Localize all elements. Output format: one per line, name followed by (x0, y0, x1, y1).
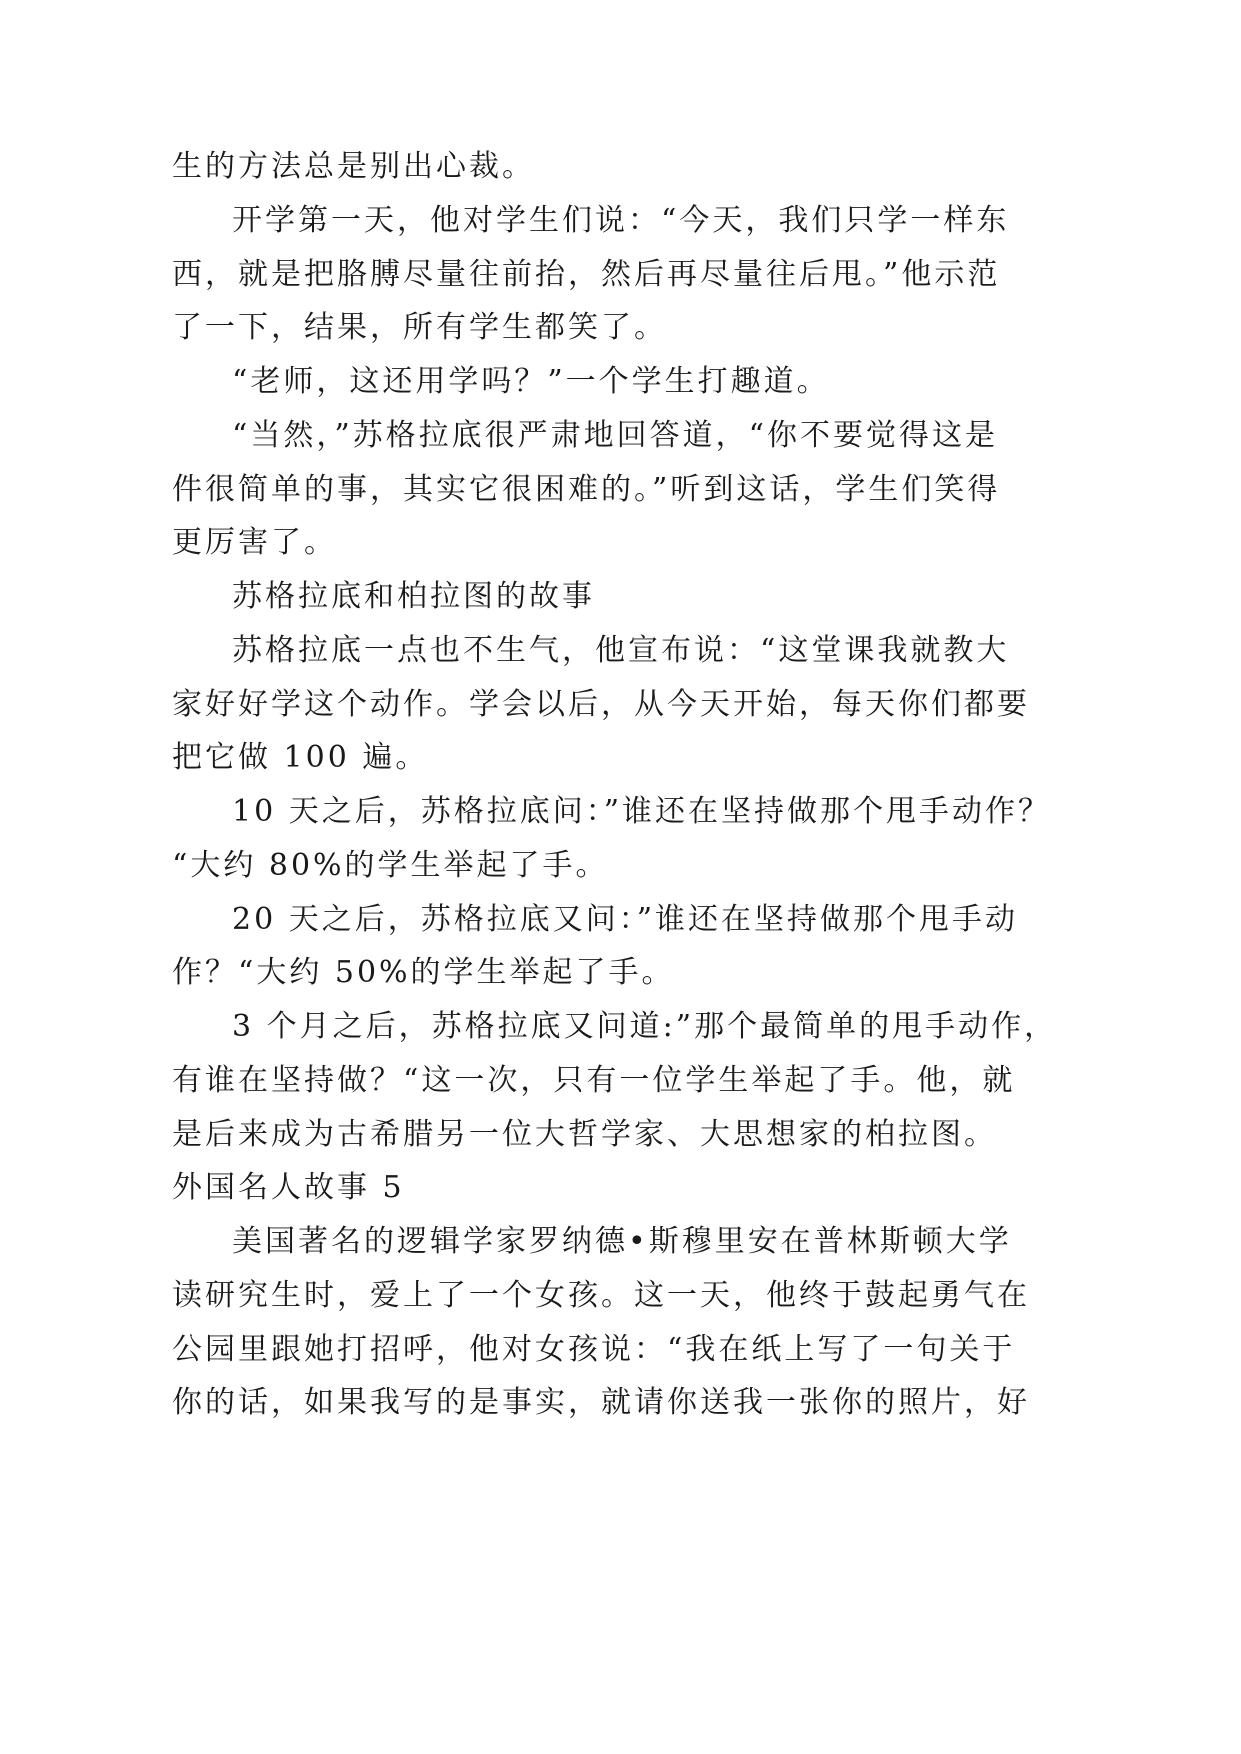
text-line: 10 天之后，苏格拉底问：”谁还在坚持做那个甩手动作？ (232, 794, 1052, 829)
text-line: 3 个月之后，苏格拉底又问道:”那个最简单的甩手动作， (232, 1009, 1058, 1044)
text-line: 你的话，如果我写的是事实，就请你送我一张你的照片，好 (172, 1385, 1030, 1420)
text-line: 读研究生时，爱上了一个女孩。这一天，他终于鼓起勇气在 (172, 1278, 1030, 1313)
text-line: 了一下，结果，所有学生都笑了。 (172, 310, 667, 345)
section-heading: 外国名人故事 5 (172, 1170, 405, 1205)
text-line: “老师，这还用学吗？”一个学生打趣道。 (232, 364, 830, 399)
text-line: 把它做 100 遍。 (172, 740, 429, 775)
text-line: 西，就是把胳膊尽量往前抬，然后再尽量往后甩。”他示范 (172, 257, 1001, 292)
text-line: 是后来成为古希腊另一位大哲学家、大思想家的柏拉图。 (172, 1117, 997, 1152)
text-line: 公园里跟她打招呼，他对女孩说：“我在纸上写了一句关于 (172, 1332, 1016, 1367)
text-line: 20 天之后，苏格拉底又问：”谁还在坚持做那个甩手动 (232, 902, 1019, 937)
text-line: 作？“大约 50%的学生举起了手。 (172, 955, 675, 990)
text-line: 生的方法总是别出心裁。 (172, 149, 535, 184)
text-line: 苏格拉底一点也不生气，他宣布说：“这堂课我就教大 (232, 633, 1010, 668)
text-line: 更厉害了。 (172, 525, 337, 560)
text-line: 美国著名的逻辑学家罗纳德•斯穆里安在普林斯顿大学 (232, 1224, 1012, 1259)
text-line: “当然，”苏格拉底很严肃地回答道，“你不要觉得这是 (232, 418, 999, 453)
text-line: 有谁在坚持做？“这一次，只有一位学生举起了手。他，就 (172, 1063, 1016, 1098)
text-line: “大约 80%的学生举起了手。 (172, 848, 609, 883)
text-line: 开学第一天，他对学生们说：“今天，我们只学一样东 (232, 203, 1010, 238)
text-line: 家好好学这个动作。学会以后，从今天开始，每天你们都要 (172, 687, 1030, 722)
section-heading: 苏格拉底和柏拉图的故事 (232, 579, 595, 614)
text-line: 件很简单的事，其实它很困难的。”听到这话，学生们笑得 (172, 472, 1001, 507)
